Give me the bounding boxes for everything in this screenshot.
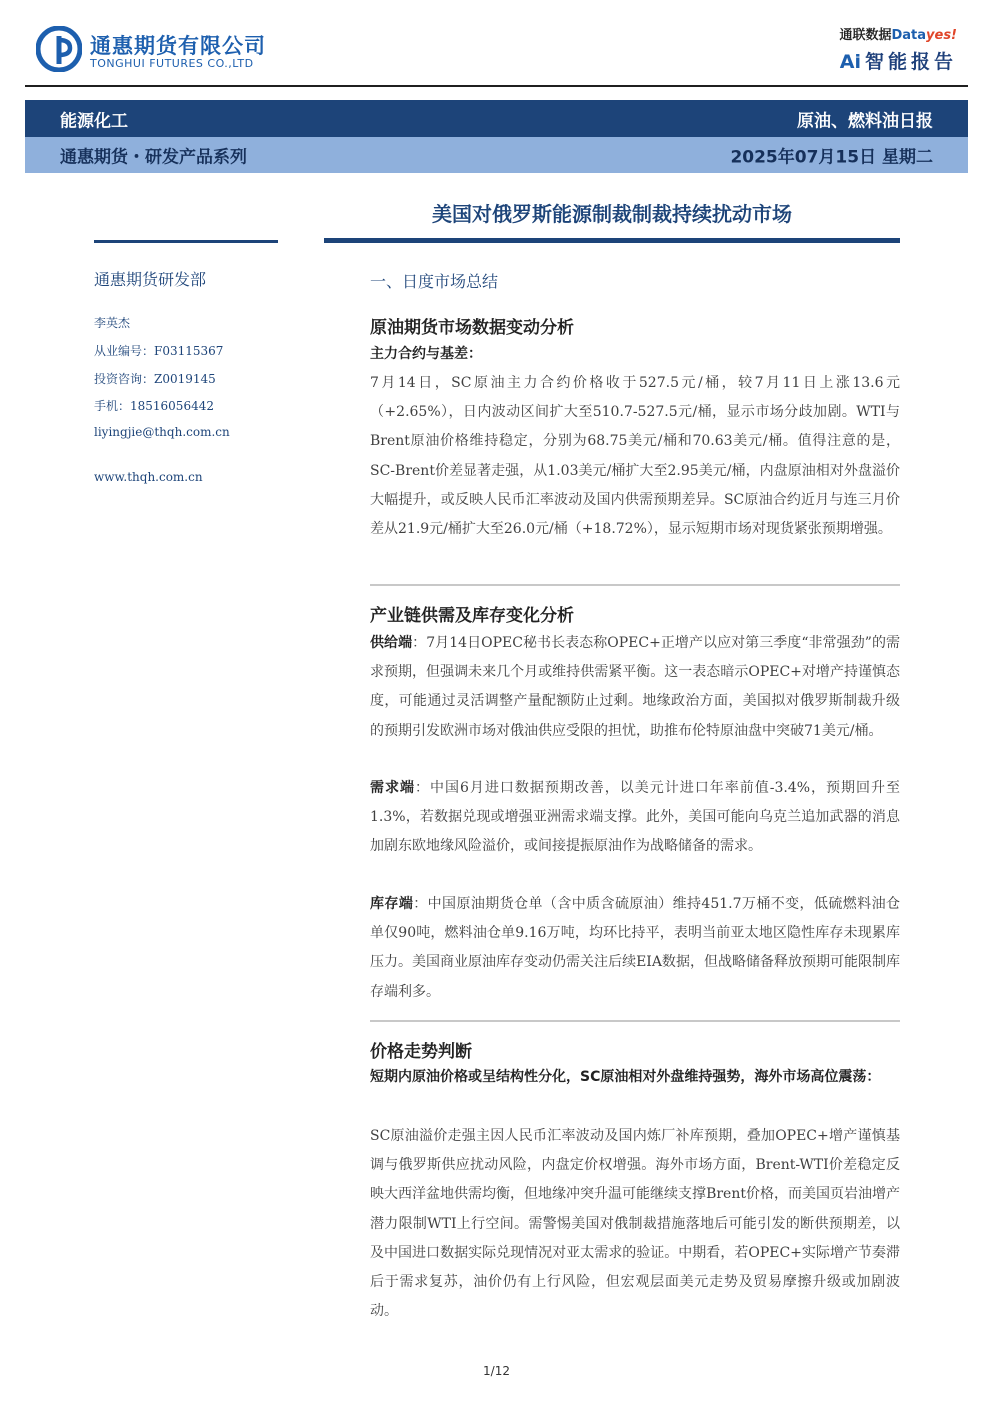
sector-band	[25, 100, 968, 137]
series-label: 通惠期货・研发产品系列	[60, 147, 247, 168]
report-type-label: 原油、燃料油日报	[797, 111, 933, 131]
section-title: 一、日度市场总结	[370, 272, 499, 291]
company-logo	[36, 24, 276, 74]
research-dept: 通惠期货研发部	[94, 270, 207, 289]
datayes-brand	[797, 24, 957, 72]
block2-heading: 产业链供需及库存变化分析	[370, 606, 574, 626]
block1-paragraph: 7月14日，SC原油主力合约价格收于527.5元/桶，较7月11日上涨13.6元（+2.65%），日内波动区间扩大至510.7-527.5元/桶，显示市场分歧加剧。WTI与Brent原油价格维持稳定，分别为68.75美元/桶和70.63美元/桶。值得注意的是，SC-Brent价差显著走强，从1.03美元/桶扩大至2.95美元/桶，内盘原油相对外盘溢价大幅提升，或反映人民币汇率波动及国内供需预期差异。SC原油合约近月与连三月价差从21.9元/桶扩大至26.0元/桶（+18.72%），显示短期市场对现货紧张预期增强。	[370, 375, 900, 538]
block3-subheading: 短期内原油价格或呈结构性分化，SC原油相对外盘维持强势，海外市场高位震荡：	[370, 1069, 881, 1085]
series-band	[25, 137, 968, 173]
demand-lead: 需求端	[370, 780, 415, 796]
supply-text: ：7月14日OPEC秘书长表态称OPEC+正增产以应对第三季度“非常强劲”的需求预期，但强调未来几个月或维持供需紧平衡。这一表态暗示OPEC+对增产持谨慎态度，可能通过灵活调整产量配额防止过剩。地缘政治方面，美国拟对俄罗斯制裁升级的预期引发欧洲市场对俄油供应受限的担忧，助推布伦特原油盘中突破71美元/桶。	[370, 635, 900, 739]
supply-lead: 供给端	[370, 635, 413, 651]
brand-yes: yes!	[926, 28, 957, 43]
block1-heading: 原油期货市场数据变动分析	[370, 318, 574, 338]
phone-number: 手机：18516056442	[94, 399, 214, 413]
logo-company-name-en: TONGHUI FUTURES CO.,LTD	[90, 57, 254, 70]
datayes-brand-top	[797, 24, 957, 43]
brand-data: Data	[891, 28, 927, 43]
title-underline	[324, 238, 900, 243]
report-date: 2025年07月15日 星期二	[730, 147, 933, 168]
brand-report: 智能报告	[864, 51, 957, 73]
section-divider	[370, 1020, 900, 1022]
license-number: 从业编号：F03115367	[94, 344, 224, 358]
website-link[interactable]: www.thqh.com.cn	[94, 470, 203, 484]
section-divider	[370, 584, 900, 586]
block1-subheading: 主力合约与基差：	[370, 346, 482, 362]
tonghui-logo-icon	[36, 26, 82, 72]
advisory-number: 投资咨询：Z0019145	[94, 372, 216, 386]
report-title: 美国对俄罗斯能源制裁制裁持续扰动市场	[432, 202, 792, 226]
block3-paragraph: SC原油溢价走强主因人民币汇率波动及国内炼厂补库预期，叠加OPEC+增产谨慎基调与俄罗斯供应扰动风险，内盘定价权增强。海外市场方面，Brent-WTI价差稳定反映大西洋盆地供需均衡，但地缘冲突升温可能继续支撑Brent价格，而美国页岩油增产潜力限制WTI上行空间。需警惕美国对俄制裁措施落地后可能引发的断供预期差，以及中国进口数据实际兑现情况对亚太需求的验证。中期看，若OPEC+实际增产节奏滞后于需求复苏，油价仍有上行风险，但宏观层面美元走势及贸易摩擦升级或加剧波动。	[370, 1128, 900, 1320]
page-number: 1/12	[483, 1364, 510, 1378]
logo-company-name-cn: 通惠期货有限公司	[90, 34, 266, 58]
author-name: 李英杰	[94, 316, 131, 330]
inventory-text: ：中国原油期货仓单（含中质含硫原油）维持451.7万桶不变，低硫燃料油仓单仅90吨，燃料油仓单9.16万吨，均环比持平，表明当前亚太地区隐性库存未现累库压力。美国商业原油库存变动仍需关注后续EIA数据，但战略储备释放预期可能限制库存端利多。	[370, 896, 901, 1000]
header-divider	[25, 85, 968, 87]
supply-paragraph	[370, 629, 900, 746]
demand-paragraph	[370, 774, 900, 862]
brand-ai: Ai	[839, 51, 861, 73]
inventory-paragraph	[370, 890, 900, 1007]
block3-heading: 价格走势判断	[370, 1042, 472, 1062]
email-address[interactable]: liyingjie@thqh.com.cn	[94, 425, 230, 439]
datayes-brand-bottom	[797, 47, 957, 74]
inventory-lead: 库存端	[370, 896, 414, 912]
sidebar-rule	[94, 240, 278, 243]
sector-label: 能源化工	[60, 111, 128, 131]
brand-cn: 通联数据	[839, 28, 892, 43]
demand-text: ：中国6月进口数据预期改善，以美元计进口年率前值-3.4%，预期回升至1.3%，若数据兑现或增强亚洲需求端支撑。此外，美国可能向乌克兰追加武器的消息加剧东欧地缘风险溢价，或间接提振原油作为战略储备的需求。	[370, 780, 900, 855]
